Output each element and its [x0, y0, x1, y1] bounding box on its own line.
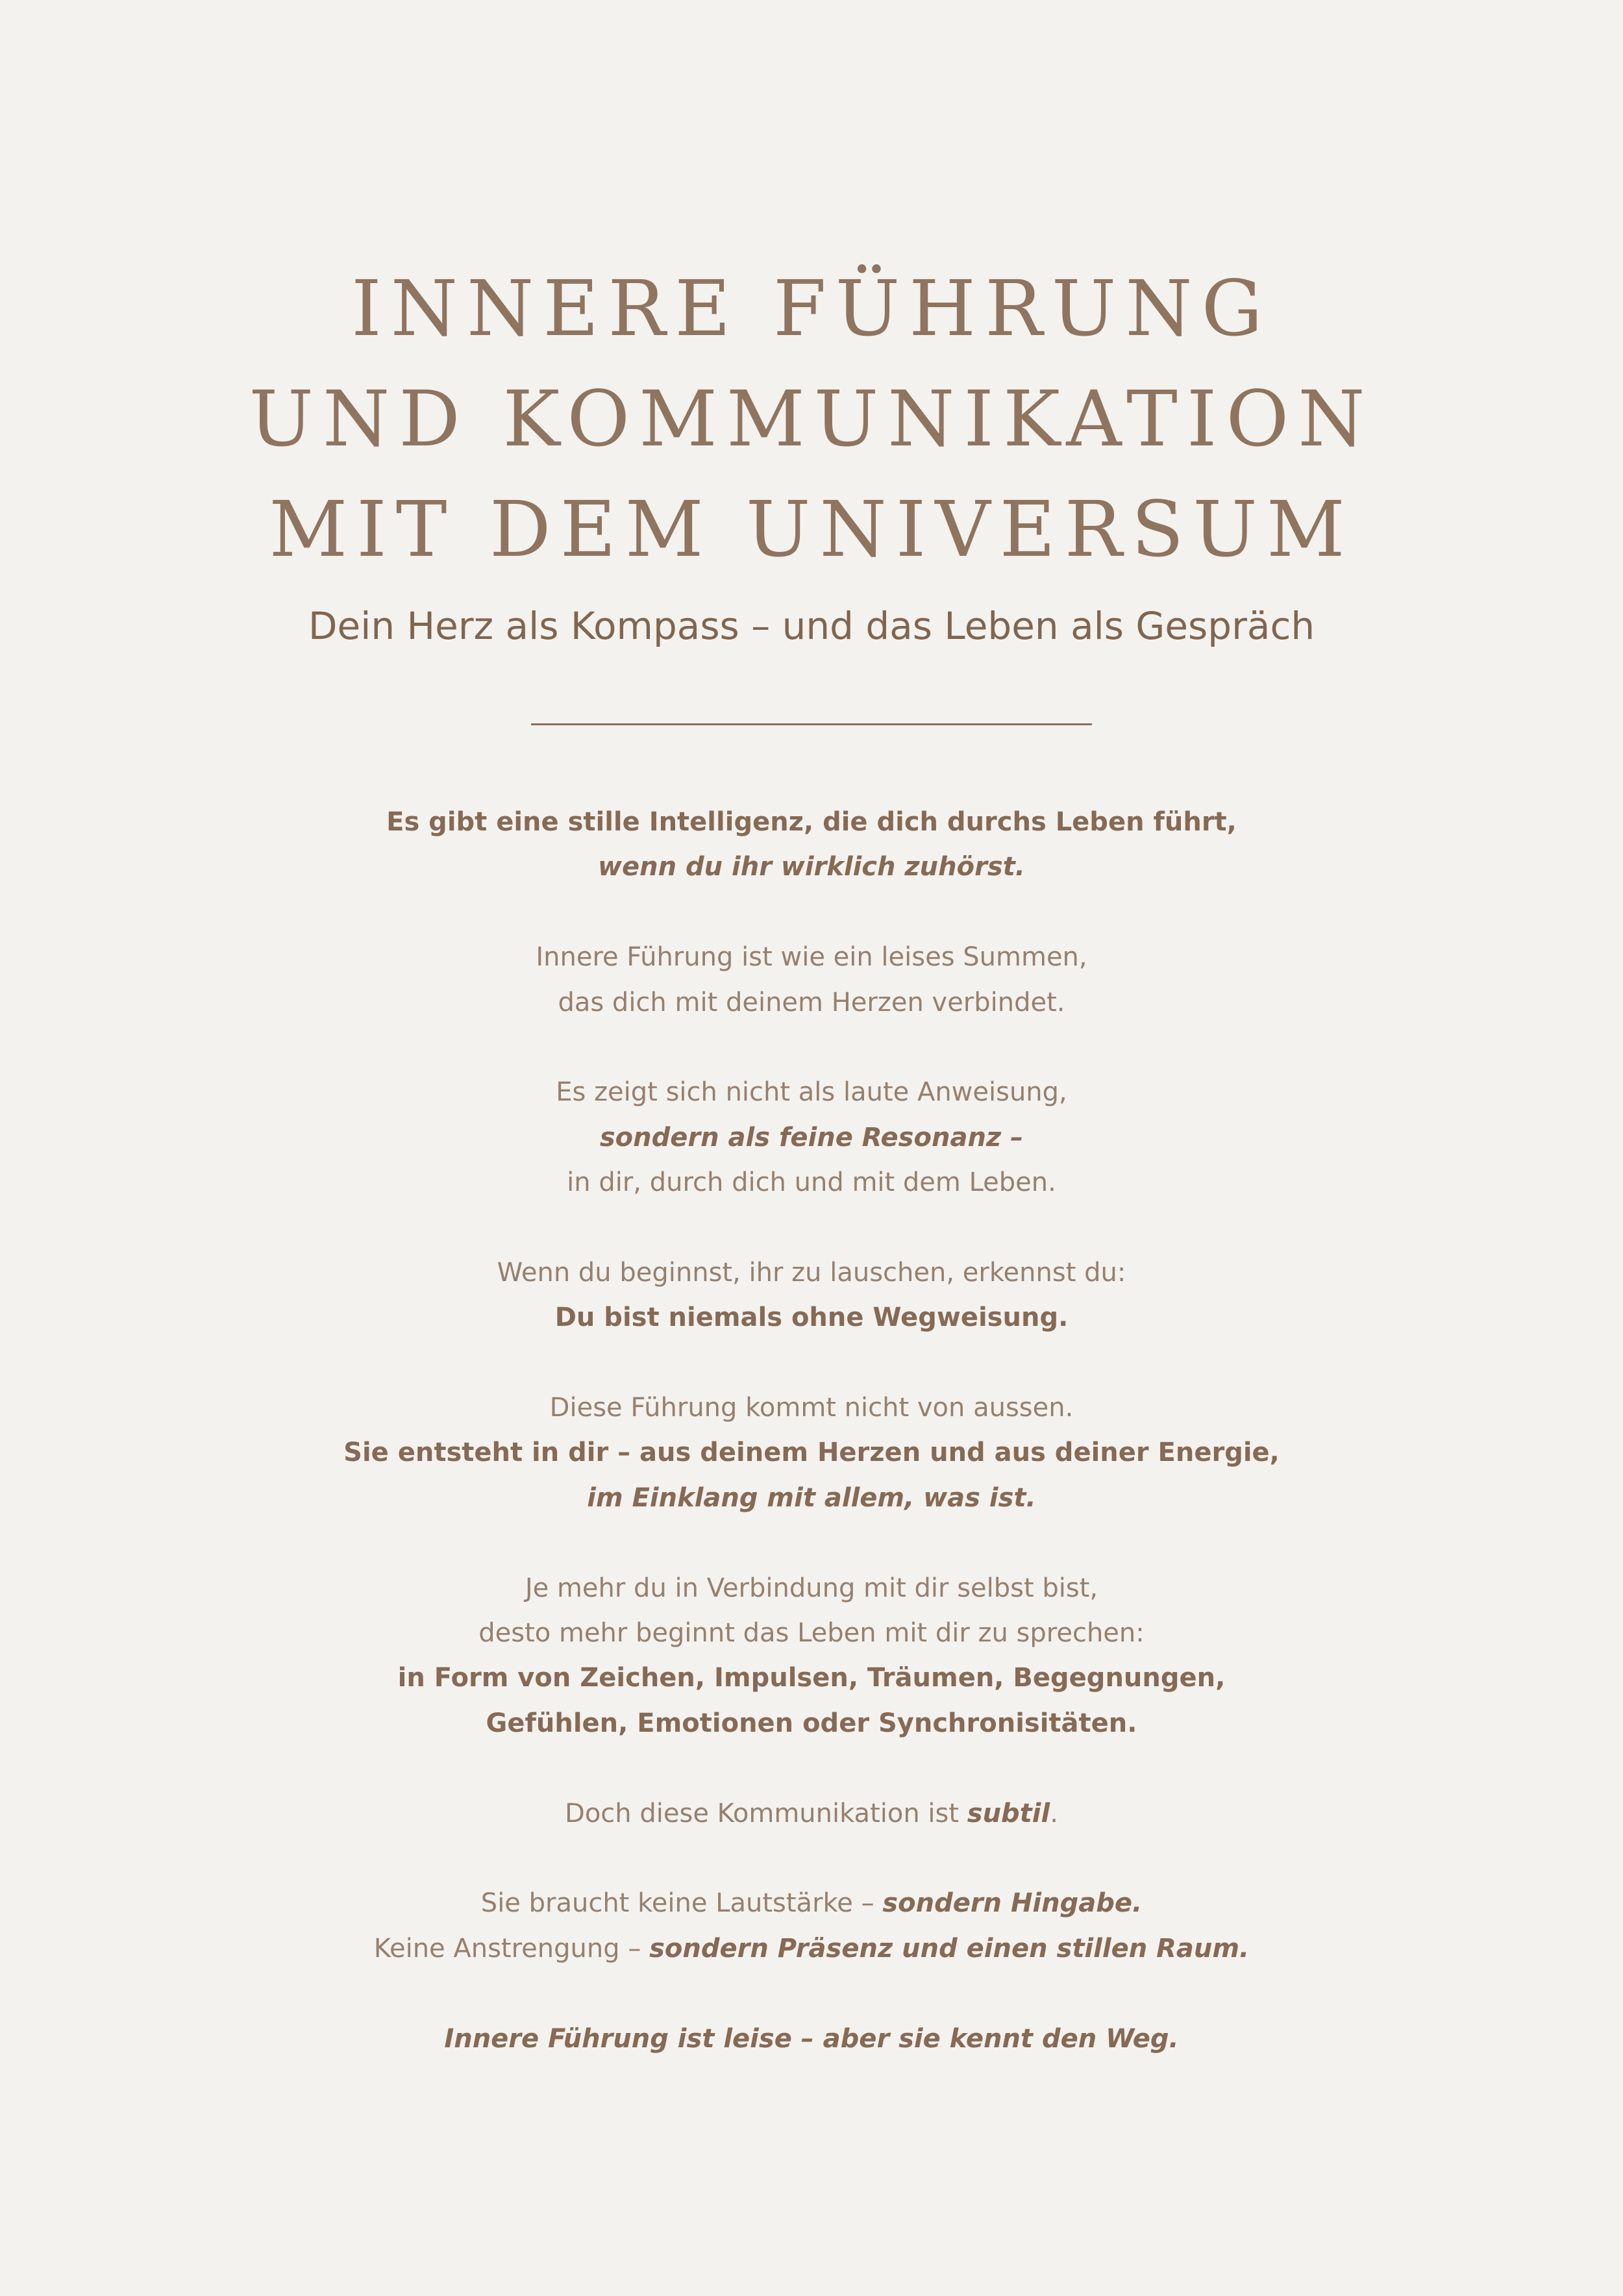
text-line: sondern als feine Resonanz – [599, 1122, 1024, 1153]
text-line [0, 1927, 1623, 1971]
text-segment: Sie braucht keine Lautstärke – [480, 1888, 883, 1919]
paragraph-gap [0, 1746, 1623, 1791]
emphasis: sondern Präsenz und einen stillen Raum. [649, 1933, 1250, 1964]
emphasis: subtil [967, 1798, 1050, 1828]
text-line: desto mehr beginnt das Leben mit dir zu sprechen: [478, 1618, 1145, 1649]
text-line: Es zeigt sich nicht als laute Anweisung, [556, 1077, 1067, 1108]
paragraph-gap [0, 1025, 1623, 1070]
text-line: Wenn du beginnst, ihr zu lauschen, erkennst du: [497, 1257, 1126, 1288]
text-line: in Form von Zeichen, Impulsen, Träumen, Begegnungen, [397, 1663, 1226, 1693]
paragraph-gap [0, 1836, 1623, 1881]
text-segment: Doch diese Kommunikation ist [565, 1798, 967, 1828]
page-title [0, 253, 1623, 584]
title-line: UND KOMMUNIKATION [249, 374, 1374, 464]
paragraph-gap [0, 1521, 1623, 1566]
paragraph-gap [0, 1206, 1623, 1251]
text-segment: . [1050, 1798, 1058, 1828]
text-line: im Einklang mit allem, was ist. [587, 1482, 1036, 1513]
body-text [0, 800, 1623, 2062]
text-line: wenn du ihr wirklich zuhörst. [598, 852, 1025, 882]
text-line: Diese Führung kommt nicht von aussen. [549, 1393, 1074, 1423]
divider [531, 723, 1092, 725]
text-segment: Keine Anstrengung – [373, 1933, 650, 1964]
text-line: Innere Führung ist wie ein leises Summen, [536, 942, 1087, 973]
title-line: MIT DEM UNIVERSUM [269, 484, 1354, 574]
page-subtitle: Dein Herz als Kompass – und das Leben als Gespräch [308, 604, 1315, 648]
text-line: in dir, durch dich und mit dem Leben. [567, 1167, 1056, 1198]
emphasis: sondern Hingabe. [882, 1888, 1143, 1919]
closing-line: Innere Führung ist leise – aber sie kennt den Weg. [444, 2023, 1179, 2054]
text-line: Du bist niemals ohne Wegweisung. [554, 1303, 1069, 1333]
title-line: INNERE FÜHRUNG [351, 264, 1272, 353]
text-line: das dich mit deinem Herzen verbindet. [558, 987, 1065, 1017]
paragraph-gap [0, 890, 1623, 935]
text-line: Je mehr du in Verbindung mit dir selbst bist, [525, 1573, 1098, 1603]
text-line: Es gibt eine stille Intelligenz, die dich durchs Leben führt, [386, 807, 1237, 837]
text-line: Sie entsteht in dir – aus deinem Herzen und aus deiner Energie, [343, 1438, 1280, 1468]
text-line [0, 1881, 1623, 1926]
text-line: Gefühlen, Emotionen oder Synchronisitäten. [486, 1708, 1137, 1738]
text-line [0, 1791, 1623, 1836]
paragraph-gap [0, 1341, 1623, 1386]
paragraph-gap [0, 1971, 1623, 2016]
